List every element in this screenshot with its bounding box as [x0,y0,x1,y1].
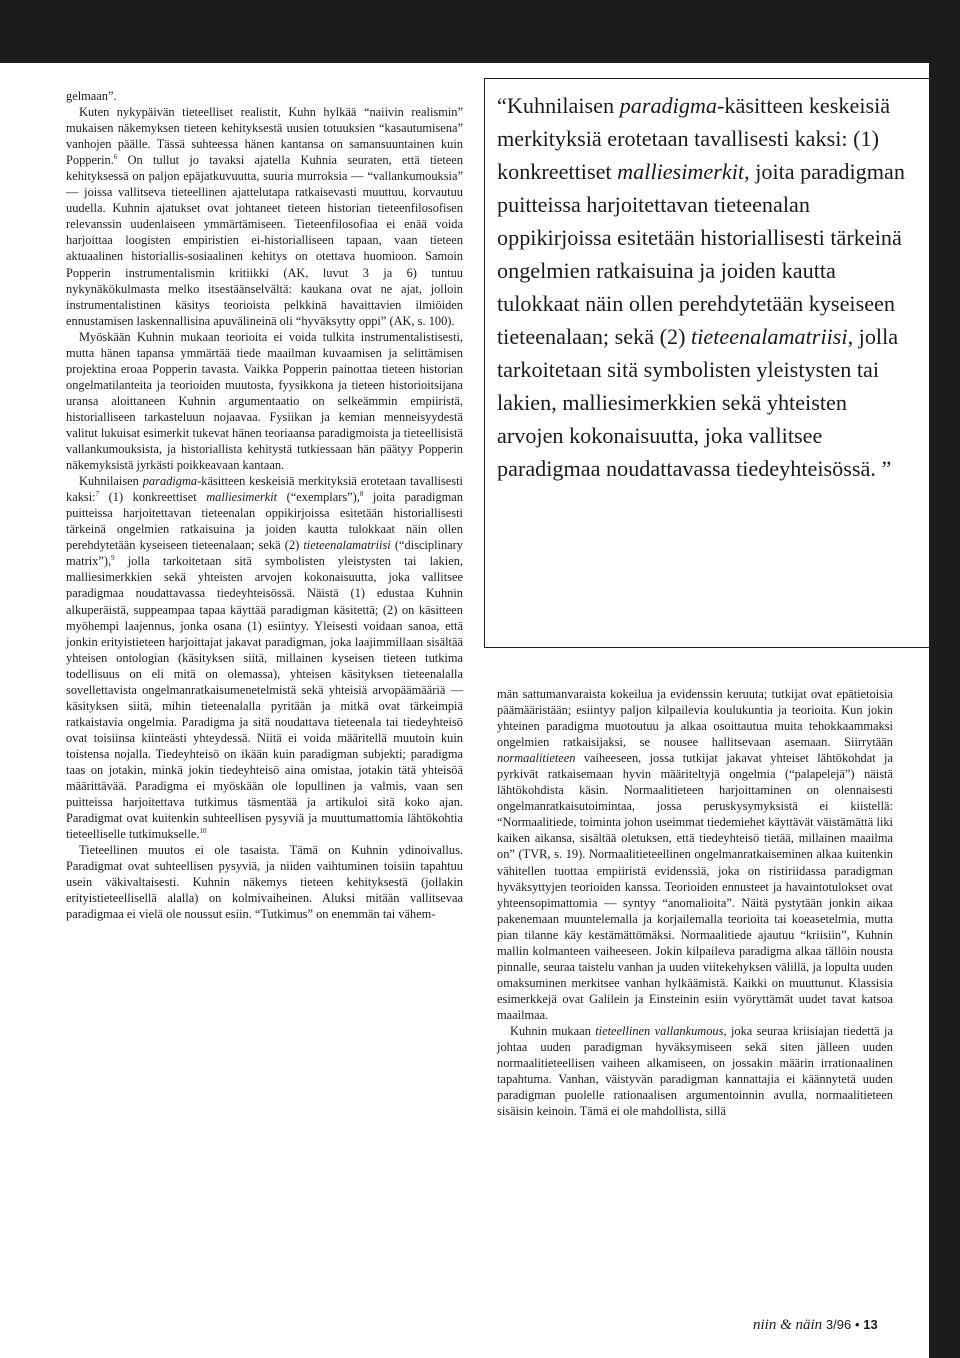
right-black-bar [929,63,960,1358]
pull-quote-text: “Kuhnilaisen paradigma-käsitteen keskeisiä merkityksiä erotetaan tavallisesti kaksi: (1) konkreettiset malliesimerkit, joita paradigman puitteissa harjoitettavan tieteenalan oppikirjoissa esitetään historiallisesti tärkeinä ongelmien ratkaisuina ja joiden kautta tulokkaat näin ollen perehdytetään kyseiseen tieteenalaan; sekä (2) tieteenalamatriisi, jolla tarkoitetaan sitä symbolisten yleistysten tai lakien, malliesimerkkien sekä yhteisten arvojen kokonaisuutta, joka vallitsee paradigmaa noudattavassa tiedeyhteisössä. ” [497,93,905,481]
magazine-name: niin & näin [753,1317,823,1333]
paragraph: Kuten nykypäivän tieteelliset realistit, Kuhn hylkää “naiivin realismin” mukaisen näkemyksen tieteen kehityksestä uusien totuuksien “kasautumisena” vanhojen päälle. Tässä suhteessa hänen kantansa on samansuuntainen kuin Popperin.$^6$ On tullut jo tavaksi ajatella Kuhnia seuraten, että tieteen kehityksessä on paljon epäjatkuvuutta, suuria murroksia — “vallankumouksia” — joissa vallitseva tieteellinen ajattelutapa ratkaisevasti muuttuu, korvautuu uudella. Kuhnin ajatukset ovat johtaneet tieteen historian tieteenfilosofisen relevanssin uudenlaiseen ymmärtämiseen. Tieteenfilosofiaa ei enää voida harjoittaa loogisten empiristien ei-historialliseen tapaan, vaan tieteen aktuaalinen historiallis-sosiaalinen kehitys on otettava huomioon. Samoin Popperin instrumentalismin kritiikki (AK, luvut 3 ja 6) tuntuu nykynäkökulmasta melko itsestäänselvältä: kaukana ovat ne ajat, jolloin instrumentalistinen käsitys teorioista pelkkinä havaittavien ilmiöiden ennustamisen laskennallisina apuvälineinä oli “hyväksytty oppi” (AK, s. 100). [66,105,463,328]
paragraph: män sattumanvaraista kokeilua ja evidenssin keruuta; tutkijat ovat epätietoisia päämääristään; esiintyy paljon kilpailevia koulukuntia ja teorioita. Kun jokin yhteinen paradigma muotoutuu ja alkaa osoittautua muita tehokkaammaksi ongelmien ratkaisijaksi, se nousee hallitsevaan asemaan. Siirrytään normaalitieteen vaiheeseen, jossa tutkijat jakavat yhteiset lähtökohdat ja pyrkivät ratkaisemaan hyvin määriteltyjä ongelmia (“palapelejä”) näistä lähtökohdista käsin. Normaalitieteen harjoittaminen on olennaisesti ongelmanratkaisutoimintaa, jossa peruskysymyksistä ei kiistellä: “Normaalitiede, toiminta johon useimmat tiedemiehet käyttävät väistämättä liki kaiken aikansa, sisältää oletuksen, että tiedeyhteisö tietää, millainen maailma on” (TVR, s. 19). Normaalitieteellinen ongelmanratkaiseminen alkaa kuitenkin vähitellen tuottaa empiiristä evidenssiä, joka on ristiriidassa paradigman hyväksyttyjen teorioiden kanssa. Teorioiden ennusteet ja havaintotulokset ovat yhteensopimattomia — syntyy “anomalioita”. Näitä pystytään jonkin aikaa pakenemaan muuntelemalla ja korjailemalla teorioita tai koeasetelmia, mutta pian tilanne käy kestämättömäksi. Normaalitiede ajautuu “kriisiin”, Kuhnin mallin kolmanteen vaiheeseen. Jokin kilpaileva paradigma alkaa tällöin nousta pinnalle, seuraa taistelu vanhan ja uuden viitekehyksen välillä, ja lopulta uuden omaksuminen merkitsee vanhan hylkäämistä. Kaikki on muuttunut. Klassisia esimerkkejä ovat Galilein ja Einsteinin esiin vyöryttämät uudet tavat katsoa maailmaa. [497,687,893,1022]
footnote-ref: 10 [199,827,207,836]
footnote-ref: 8 [359,490,364,499]
left-text-column [66,88,463,922]
paragraph: gelmaan”. [66,89,117,103]
top-black-bar [0,0,960,63]
pull-quote-box [484,78,929,648]
footnote-ref: 6 [113,153,118,162]
paragraph: Tieteellinen muutos ei ole tasaista. Tämä on Kuhnin ydinoivallus. Paradigmat ovat suhteellisen pysyviä, ja niiden vaihtuminen toisiin tapahtuu usein väkivaltaisesti. Kuhnin näkemys tieteen kehityksestä (jollakin erityistieteellisellä alalla) on kolmivaiheinen. Aluksi mitään vallitsevaa paradigmaa ei vielä ole noussut esiin. “Tutkimus” on enemmän tai vähem- [66,843,463,922]
footnote-ref: 9 [111,554,115,563]
paragraph: Kuhnin mukaan tieteellinen vallankumous, joka seuraa kriisiajan tiedettä ja johtaa uuden paradigman hyväksymiseen sekä siten jälleen uuden normaalitieteellisen vaiheen alkamiseen, on jossakin määrin irrationaalinen tapahtuma. Vanhan, väistyvän paradigman kannattajia ei käännytetä uuden paradigman puolelle rationaalisen argumentoinnin avulla, normaalitieteen sisäisin keinoin. Tämä ei ole mahdollista, sillä [497,1023,894,1119]
right-text-column [497,686,893,1119]
page-number: 13 [863,1317,878,1332]
footnote-ref: 7 [95,490,100,499]
paragraph: Myöskään Kuhnin mukaan teorioita ei voida tulkita instrumentalistisesti, mutta hänen tapansa ymmärtää tiede maailman kuvaamisen ja selittämisen projektina eroaa Popperin tavasta. Vaikka Popperin painottaa tieteen historian ongelmatilanteita ja teorioiden muutosta, fyysikkona ja tieteen historioitsijana uransa aloittaneen Kuhnin argumentaatio on selkeämmin empiiristä, historialliseen tarkasteluun nojaavaa. Fysiikan ja kemian menneisyydestä valitut lukuisat esimerkit tukevat hänen teoriaansa paradigmoista ja tieteellisistä vallankumouksista, ja historiallista kehitystä tutkiessaan hän päätyy Popperin näkemyksistä jyrkästi poikkeavaan kantaan. [66,329,463,473]
paragraph: Kuhnilaisen paradigma-käsitteen keskeisiä merkityksiä erotetaan tavallisesti kaksi:$^7$ (1) konkreettiset malliesimerkit (“exemplars”),$^8$ joita paradigman puitteissa harjoitettavan tieteenalan oppikirjoissa esitetään historiallisesti tärkeinä ongelmien ratkaisuina ja joiden kautta tulokkaat näin ollen perehdytetään kyseiseen tieteenalaan; sekä (2) tieteenalamatriisi (“disciplinary matrix”),$^9$ jolla tarkoitetaan sitä symbolisten yleistysten tai lakien, malliesimerkkien sekä yhteisten arvojen kokonaisuutta, joka vallitsee paradigmaa noudattavassa tiedeyhteisössä. Näistä (1) edustaa Kuhnin alkuperäistä, suppeampaa tapaa käyttää paradigman käsitettä; (2) on käsitteen myöhempi laajennus, jonka osana (1) esiintyy. Yleisesti voidaan sanoa, että jonkin erityistieteen harjoittajat jakavat paradigman, joka laajimmillaan sisältää yhteisen ontologian (käsityksen siitä, millainen kyseisen tieteen tutkima todellisuus on eli mitä on olemassa), yhteisen käsityksen tieteenalalla sovellettavista ongelmanratkaisumenetelmistä sekä yhteisiä arvopäämääriä — käsityksen siitä, mihin tieteenalalla pyritään ja mitkä ovat tärkeimpiä ratkaistavia ongelmia. Paradigma ja sitä noudattava tieteenala tai tiedeyhteisö ovat toisiinsa kiinteästi yhteydessä. Niitä ei voida määritellä muutoin kuin toistensa nojalla. Tiedeyhteisö on ikään kuin paradigman subjekti; paradigma taas on jotakin, minkä jokin tiedeyhteisö aina omistaa, jotakin tätä yhteisöä määrittävää. Paradigma ei myöskään ole lopullinen ja valmis, vaan sen puitteissa harjoitettava tutkimus täsmentää ja artikuloi sitä koko ajan. Paradigmat ovat kuitenkin suhteellisen pysyviä ja muuttumattomia lähtökohtia tieteelliselle tutkimukselle.$^{10}$ [66,474,463,842]
page-footer [753,1317,903,1337]
issue-number: 3/96 [825,1317,852,1332]
bullet-separator: • [854,1317,860,1332]
